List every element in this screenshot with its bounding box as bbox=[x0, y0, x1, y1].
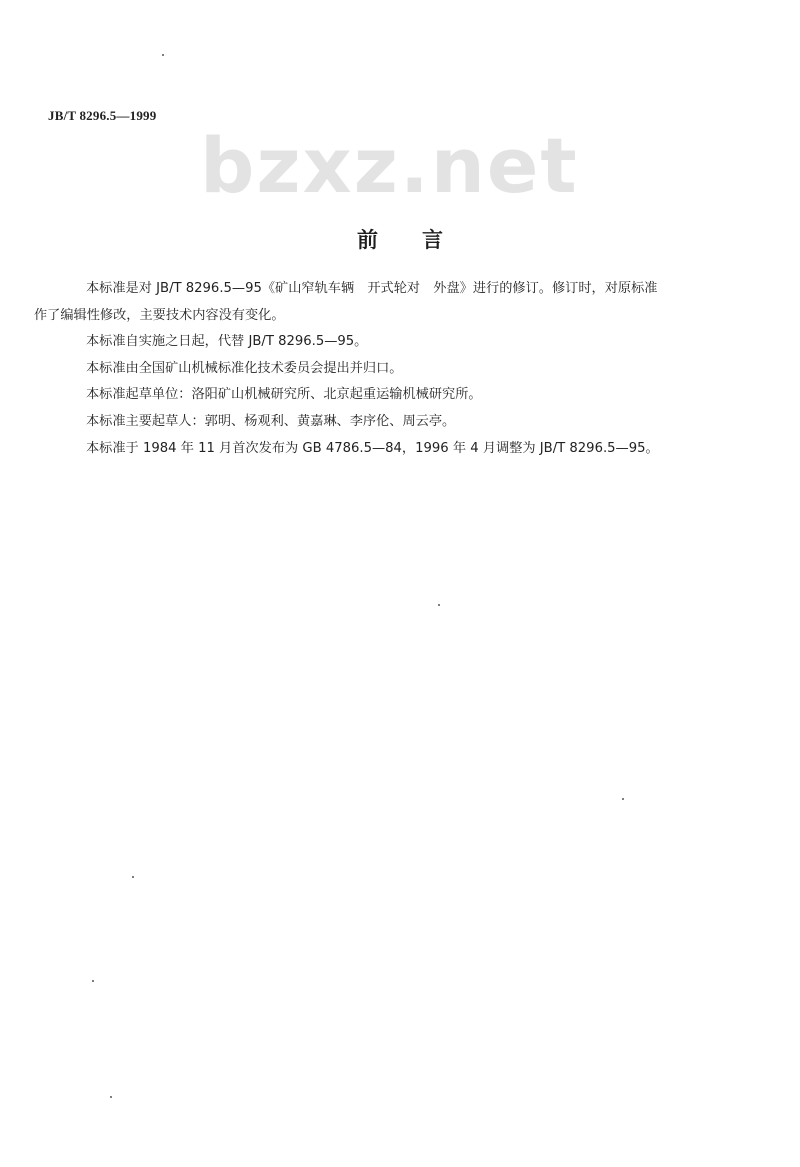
scan-speck bbox=[132, 876, 134, 878]
page-heading: 前言 bbox=[357, 228, 487, 252]
paragraph-line: 作了编辑性修改，主要技术内容没有变化。 bbox=[34, 307, 285, 323]
paragraph-drafting-units bbox=[60, 382, 760, 409]
paragraph-line: 本标准于 1984 年 11 月首次发布为 GB 4786.5—84，1996 年 4 月调整为 JB/T 8296.5—95。 bbox=[86, 440, 659, 456]
paragraph-line: 本标准是对 JB/T 8296.5—95《矿山窄轨车辆 开式轮对 外盘》进行的修订。修订时，对原标准 bbox=[86, 281, 658, 296]
foreword-body bbox=[34, 276, 760, 462]
scan-speck bbox=[92, 980, 94, 982]
scan-speck bbox=[110, 1096, 112, 1098]
scan-speck bbox=[162, 54, 164, 56]
paragraph-line: 本标准主要起草人：郭明、杨观利、黄嘉琳、李序伦、周云亭。 bbox=[86, 413, 456, 429]
paragraph-history bbox=[60, 436, 760, 463]
standard-code: JB/T 8296.5—1999 bbox=[48, 108, 157, 123]
paragraph-replacement bbox=[60, 329, 760, 356]
paragraph-line: 本标准由全国矿山机械标准化技术委员会提出并归口。 bbox=[86, 360, 403, 376]
paragraph-proposer bbox=[60, 356, 760, 383]
scan-speck bbox=[622, 798, 624, 800]
watermark: bzxz.net bbox=[200, 121, 579, 210]
scan-speck bbox=[438, 604, 440, 606]
paragraph-line: 本标准自实施之日起，代替 JB/T 8296.5—95。 bbox=[86, 334, 368, 350]
paragraph-line: 本标准起草单位：洛阳矿山机械研究所、北京起重运输机械研究所。 bbox=[86, 387, 482, 403]
paragraph-drafters bbox=[60, 409, 760, 436]
paragraph-revision bbox=[34, 276, 760, 329]
